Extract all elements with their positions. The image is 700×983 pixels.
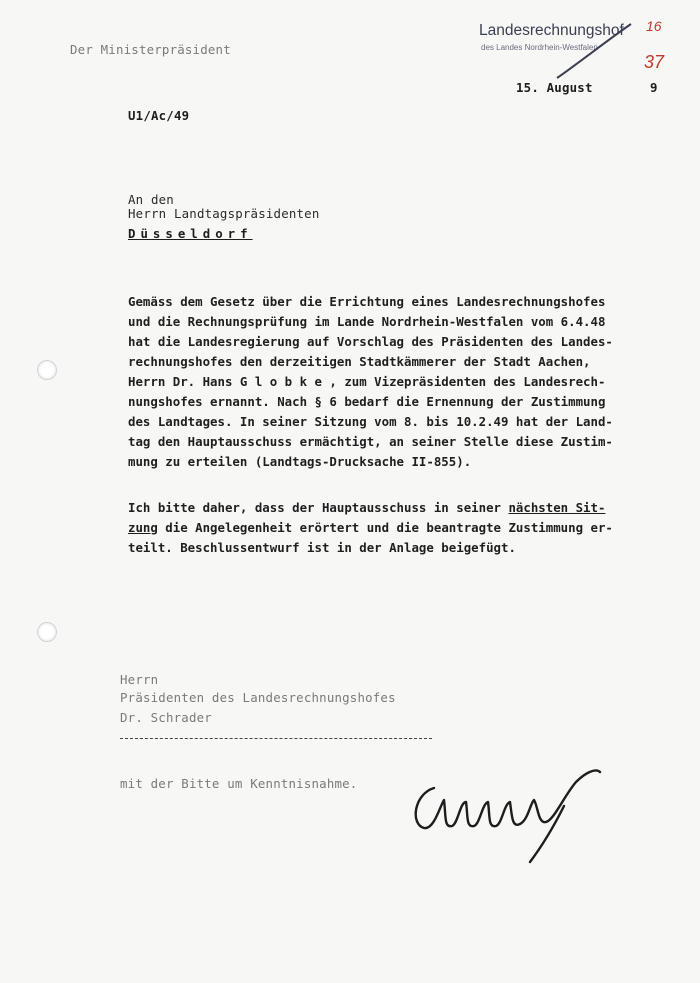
body-p2-line-3: teilt. Beschlussentwurf ist in der Anlage beigefügt. (128, 540, 516, 555)
date-year-tail: 9 (650, 80, 658, 95)
cc-line-2: Präsidenten des Landesrechnungshofes (120, 690, 396, 705)
receipt-stamp-title: Landesrechnungshof (479, 22, 624, 39)
receipt-stamp-subtitle: des Landes Nordrhein-Westfalen (481, 43, 598, 52)
body-p2-line-2 (128, 520, 613, 535)
body-line-9: mung zu erteilen (Landtags-Drucksache II-855). (128, 454, 472, 469)
body-line-1: Gemäss dem Gesetz über die Errichtung eines Landesrechnungshofes (128, 294, 606, 309)
body-line-7: des Landtages. In seiner Sitzung vom 8. bis 10.2.49 hat der Land- (128, 414, 613, 429)
recipient-city: Düsseldorf (128, 226, 253, 241)
body-p2-underlined-2: zung (128, 520, 158, 535)
stamp-strike-stroke (555, 22, 635, 82)
body-line-3: hat die Landesregierung auf Vorschlag des Präsidenten des Landes- (128, 334, 613, 349)
cc-note: mit der Bitte um Kenntnisnahme. (120, 776, 358, 791)
body-line-6: nungshofes ernannt. Nach § 6 bedarf die Ernennung der Zustimmung (128, 394, 606, 409)
cc-line-1: Herrn (120, 672, 159, 687)
receipt-stamp-mark: 16 (646, 18, 662, 34)
body-line-5: Herrn Dr. Hans G l o b k e , zum Vizepräsidenten des Landesrech- (128, 374, 606, 389)
sender-line: Der Ministerpräsident (70, 42, 231, 57)
punch-hole-top (37, 360, 57, 380)
body-p2-line-2-text: die Angelegenheit erörtert und die beantragte Zustimmung er- (157, 520, 613, 535)
cc-line-3: Dr. Schrader (120, 710, 212, 725)
body-p2-underlined-1: nächsten Sit- (508, 500, 606, 515)
punch-hole-bottom (37, 622, 57, 642)
body-p2-line-1-text: Ich bitte daher, dass der Hauptausschuss in seiner (128, 500, 509, 515)
body-line-8: tag den Hauptausschuss ermächtigt, an seiner Stelle diese Zustim- (128, 434, 613, 449)
body-line-4: rechnungshofes den derzeitigen Stadtkämmerer der Stadt Aachen, (128, 354, 591, 369)
cc-divider (120, 738, 432, 739)
body-p2-line-1 (128, 500, 605, 515)
recipient-line-2: Herrn Landtagspräsidenten (128, 206, 320, 221)
reference-number: U1/Ac/49 (128, 108, 190, 123)
receipt-stamp-number: 37 (644, 52, 665, 72)
date-line: 15. August (516, 80, 593, 95)
recipient-line-1: An den (128, 192, 174, 207)
handwritten-signature (404, 766, 604, 866)
body-line-2: und die Rechnungsprüfung im Lande Nordrhein-Westfalen vom 6.4.48 (128, 314, 606, 329)
